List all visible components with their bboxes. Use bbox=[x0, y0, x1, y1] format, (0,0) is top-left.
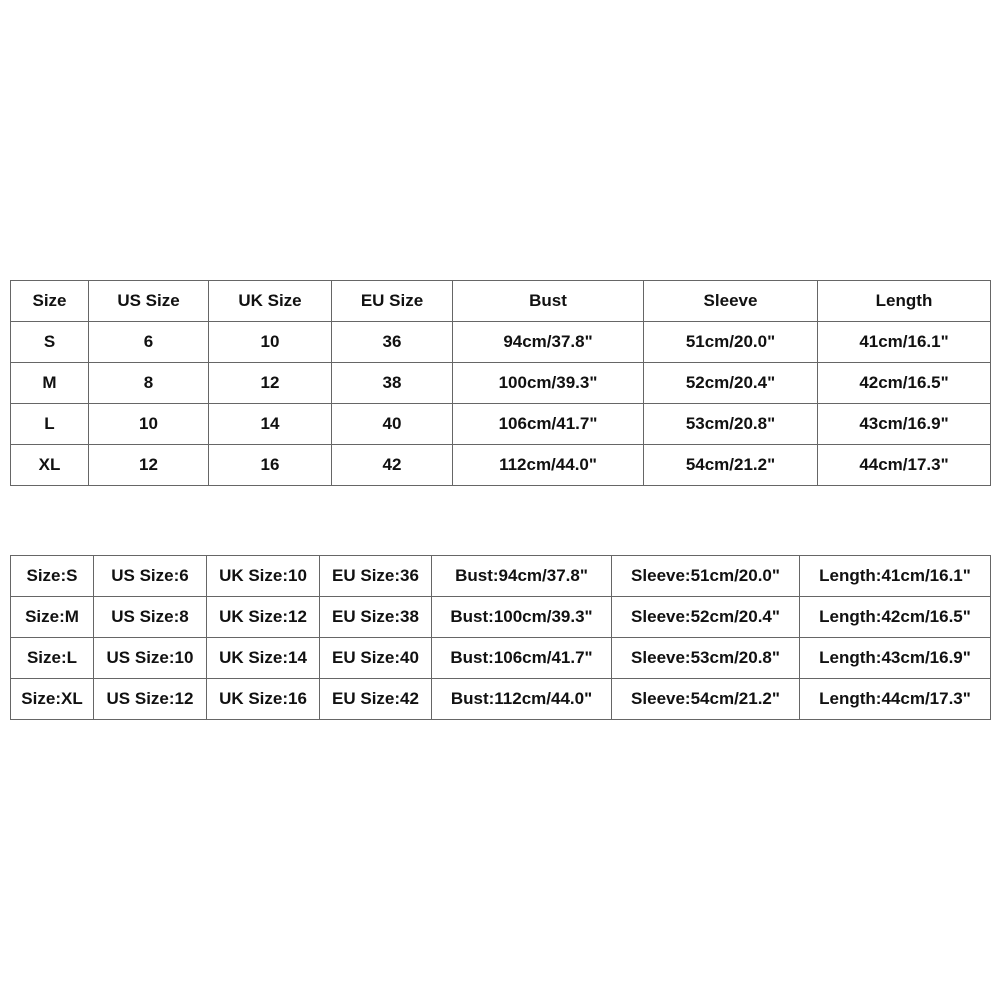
table-cell: 100cm/39.3" bbox=[453, 363, 644, 404]
table-cell: Length:44cm/17.3" bbox=[800, 679, 991, 720]
table-cell: 10 bbox=[209, 322, 332, 363]
table-cell: S bbox=[11, 322, 89, 363]
table-row bbox=[11, 445, 991, 486]
table-cell: Bust:100cm/39.3" bbox=[432, 597, 612, 638]
table-cell: UK Size:14 bbox=[207, 638, 320, 679]
table-cell: Bust:112cm/44.0" bbox=[432, 679, 612, 720]
table-row bbox=[11, 322, 991, 363]
table-cell: 8 bbox=[89, 363, 209, 404]
table-cell: 106cm/41.7" bbox=[453, 404, 644, 445]
table-cell: 42 bbox=[332, 445, 453, 486]
table-cell: US Size:10 bbox=[94, 638, 207, 679]
table-cell: 52cm/20.4" bbox=[644, 363, 818, 404]
table-cell: Size:M bbox=[11, 597, 94, 638]
table-cell: M bbox=[11, 363, 89, 404]
table-cell: 40 bbox=[332, 404, 453, 445]
table-cell: 94cm/37.8" bbox=[453, 322, 644, 363]
header-cell-us-size: US Size bbox=[89, 281, 209, 322]
header-cell-size: Size bbox=[11, 281, 89, 322]
table-cell: UK Size:10 bbox=[207, 556, 320, 597]
table-cell: Length:42cm/16.5" bbox=[800, 597, 991, 638]
table-row bbox=[11, 556, 991, 597]
table-cell: EU Size:42 bbox=[320, 679, 432, 720]
header-cell-bust: Bust bbox=[453, 281, 644, 322]
table-cell: UK Size:16 bbox=[207, 679, 320, 720]
table-row bbox=[11, 638, 991, 679]
table-cell: Sleeve:52cm/20.4" bbox=[612, 597, 800, 638]
table-cell: 43cm/16.9" bbox=[818, 404, 991, 445]
table-cell: 54cm/21.2" bbox=[644, 445, 818, 486]
table-cell: US Size:12 bbox=[94, 679, 207, 720]
table-cell: Length:41cm/16.1" bbox=[800, 556, 991, 597]
table-cell: EU Size:36 bbox=[320, 556, 432, 597]
header-cell-length: Length bbox=[818, 281, 991, 322]
table-cell: 38 bbox=[332, 363, 453, 404]
table-cell: UK Size:12 bbox=[207, 597, 320, 638]
table-cell: 53cm/20.8" bbox=[644, 404, 818, 445]
table-row bbox=[11, 363, 991, 404]
table-cell: US Size:8 bbox=[94, 597, 207, 638]
size-chart-inline-table bbox=[10, 555, 991, 720]
table-row bbox=[11, 404, 991, 445]
table-cell: 12 bbox=[209, 363, 332, 404]
table-row bbox=[11, 597, 991, 638]
header-cell-sleeve: Sleeve bbox=[644, 281, 818, 322]
header-cell-uk-size: UK Size bbox=[209, 281, 332, 322]
table-cell: US Size:6 bbox=[94, 556, 207, 597]
table-cell: 12 bbox=[89, 445, 209, 486]
table-cell: Sleeve:54cm/21.2" bbox=[612, 679, 800, 720]
table-cell: Length:43cm/16.9" bbox=[800, 638, 991, 679]
table-cell: 10 bbox=[89, 404, 209, 445]
table-cell: EU Size:38 bbox=[320, 597, 432, 638]
table-cell: 44cm/17.3" bbox=[818, 445, 991, 486]
table-cell: 6 bbox=[89, 322, 209, 363]
table-cell: Size:S bbox=[11, 556, 94, 597]
table-cell: 42cm/16.5" bbox=[818, 363, 991, 404]
table-cell: Sleeve:51cm/20.0" bbox=[612, 556, 800, 597]
table-cell: EU Size:40 bbox=[320, 638, 432, 679]
table-cell: 51cm/20.0" bbox=[644, 322, 818, 363]
table-cell: Size:XL bbox=[11, 679, 94, 720]
table-cell: 16 bbox=[209, 445, 332, 486]
size-chart-table bbox=[10, 280, 991, 486]
table-cell: 14 bbox=[209, 404, 332, 445]
table-cell: L bbox=[11, 404, 89, 445]
table-cell: Bust:94cm/37.8" bbox=[432, 556, 612, 597]
table-cell: 41cm/16.1" bbox=[818, 322, 991, 363]
table-cell: Sleeve:53cm/20.8" bbox=[612, 638, 800, 679]
table-cell: Size:L bbox=[11, 638, 94, 679]
table-header-row bbox=[11, 281, 991, 322]
header-cell-eu-size: EU Size bbox=[332, 281, 453, 322]
table-cell: 112cm/44.0" bbox=[453, 445, 644, 486]
table-cell: 36 bbox=[332, 322, 453, 363]
table-cell: Bust:106cm/41.7" bbox=[432, 638, 612, 679]
table-row bbox=[11, 679, 991, 720]
table-cell: XL bbox=[11, 445, 89, 486]
